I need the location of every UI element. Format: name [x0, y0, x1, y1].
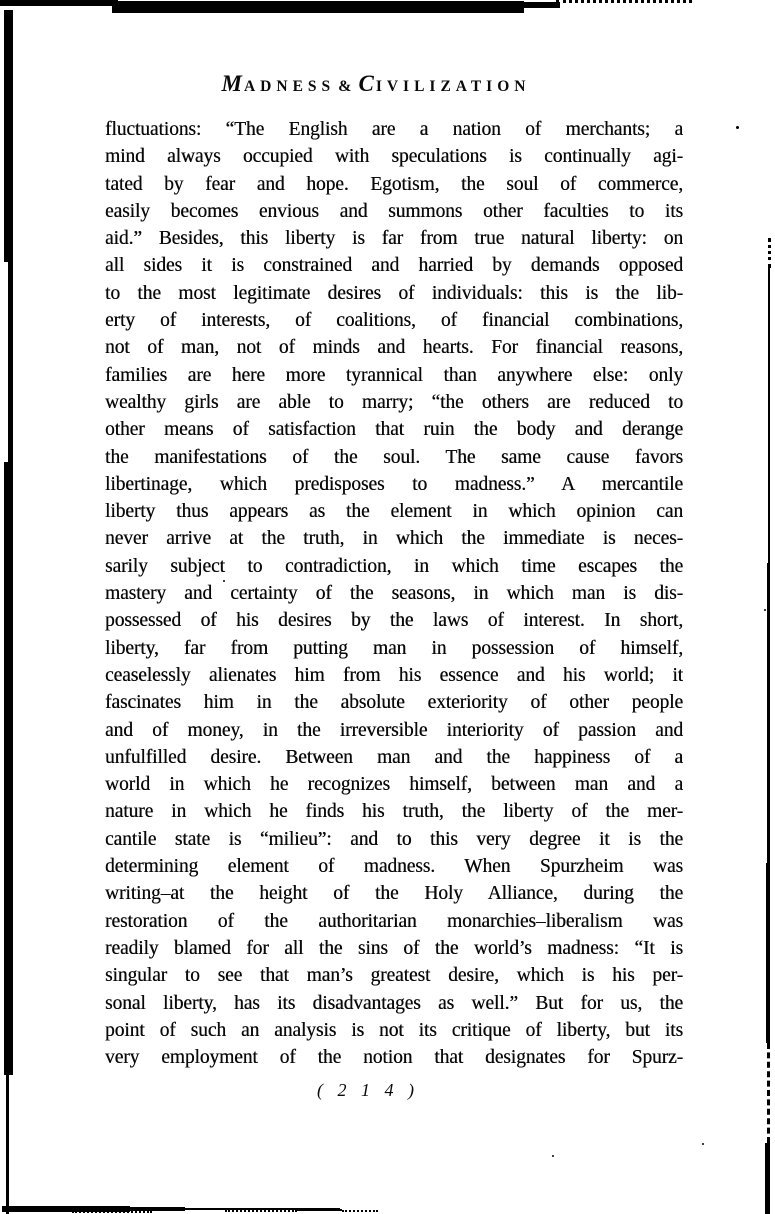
scan-artifact-right-border — [766, 863, 770, 1043]
text-line: aid.” Besides, this liberty is far from true natural liberty: on — [105, 228, 683, 250]
text-line: fluctuations: “The English are a nation of merchants; a — [105, 119, 683, 140]
text-line: point of such an analysis is not its critique of liberty, but its — [105, 1019, 683, 1041]
text-line: all sides it is constrained and harried by demands opposed — [105, 255, 683, 277]
scan-artifact-bottom-border-dotted — [225, 1210, 297, 1212]
scan-artifact-right-border — [767, 563, 770, 863]
ampersand: & — [338, 78, 352, 95]
text-line: cantile state is “milieu”: and to this very degree it is the — [105, 828, 683, 850]
text-line: the manifestations of the soul. The same cause favors — [105, 446, 683, 468]
text-line: sarily subject to contradiction, in which time escapes the — [105, 555, 683, 577]
ink-speck — [702, 1143, 704, 1145]
scan-artifact-left-border-notch — [4, 262, 8, 462]
ink-speck — [736, 126, 739, 129]
scan-artifact-top-border-dotted — [556, 0, 692, 3]
ink-speck — [552, 1155, 554, 1157]
scan-artifact-bottom-border-dotted — [72, 1211, 152, 1213]
text-line: liberty, far from putting man in possession of himself, — [105, 637, 683, 659]
text-line: and of money, in the irreversible interiority of passion and — [105, 719, 683, 741]
scan-artifact-bottom-border — [297, 1209, 342, 1211]
page-number: ( 2 1 4 ) — [317, 1080, 417, 1100]
ink-speck — [764, 609, 766, 611]
text-line: very employment of the notion that designates for Spurz- — [105, 1047, 683, 1069]
text-line: readily blamed for all the sins of the world’s madness: “It is — [105, 937, 683, 959]
text-line: easily becomes envious and summons other faculties to its — [105, 200, 683, 222]
scan-artifact-top-border — [112, 1, 524, 13]
running-head-initial: C — [358, 71, 376, 96]
text-line: nature in which he finds his truth, the liberty of the mer- — [105, 801, 683, 823]
scan-artifact-top-border — [0, 0, 118, 6]
scan-artifact-right-border-dotted — [768, 238, 771, 268]
text-line: fascinates him in the absolute exteriority of other people — [105, 692, 683, 714]
text-line: mastery and certainty of the seasons, in which man is dis- — [105, 583, 683, 605]
text-line: writing–at the height of the Holy Alliance, during the — [105, 883, 683, 905]
text-line: world in which he recognizes himself, between man and a — [105, 774, 683, 796]
scan-artifact-right-border — [765, 1143, 770, 1214]
text-line: other means of satisfaction that ruin the body and derange — [105, 419, 683, 441]
text-line: liberty thus appears as the element in which opinion can — [105, 501, 683, 523]
text-line: unfulfilled desire. Between man and the happiness of a — [105, 746, 683, 768]
scan-artifact-right-border — [768, 268, 770, 563]
text-line: mind always occupied with speculations is continually agi- — [105, 146, 683, 168]
running-head-text: IVILIZATION — [375, 78, 531, 95]
text-line: singular to see that man’s greatest desire, which is his per- — [105, 965, 683, 987]
text-line: families are here more tyrannical than anywhere else: only — [105, 364, 683, 386]
text-line: tated by fear and hope. Egotism, the soul of commerce, — [105, 173, 683, 195]
text-line: to the most legitimate desires of individuals: this is the lib- — [105, 282, 683, 304]
scan-artifact-top-border — [520, 2, 560, 8]
scan-artifact-right-border-dashed — [767, 1043, 770, 1143]
text-line: libertinage, which predisposes to madness.” A mercantile — [105, 473, 683, 495]
running-head — [90, 71, 662, 97]
text-line: ceaselessly alienates him from his essence and his world; it — [105, 664, 683, 686]
text-line: never arrive at the truth, in which the immediate is neces- — [105, 528, 683, 550]
text-line: restoration of the authoritarian monarchies–liberalism was — [105, 910, 683, 932]
scan-artifact-left-border — [4, 10, 13, 1075]
text-line: not of man, not of minds and hearts. For financial reasons, — [105, 337, 683, 359]
running-head-text: ADNESS — [243, 78, 336, 95]
running-head-initial: M — [221, 71, 244, 96]
scan-artifact-bottom-border-dotted — [342, 1210, 378, 1212]
text-line: erty of interests, of coalitions, of financial combinations, — [105, 310, 683, 332]
body-text — [105, 116, 683, 1071]
text-line: determining element of madness. When Spurzheim was — [105, 856, 683, 878]
text-line: sonal liberty, has its disadvantages as well.” But for us, the — [105, 992, 683, 1014]
scan-artifact-left-border — [6, 1075, 9, 1214]
text-line: possessed of his desires by the laws of interest. In short, — [105, 610, 683, 632]
text-line: wealthy girls are able to marry; “the others are reduced to — [105, 391, 683, 413]
